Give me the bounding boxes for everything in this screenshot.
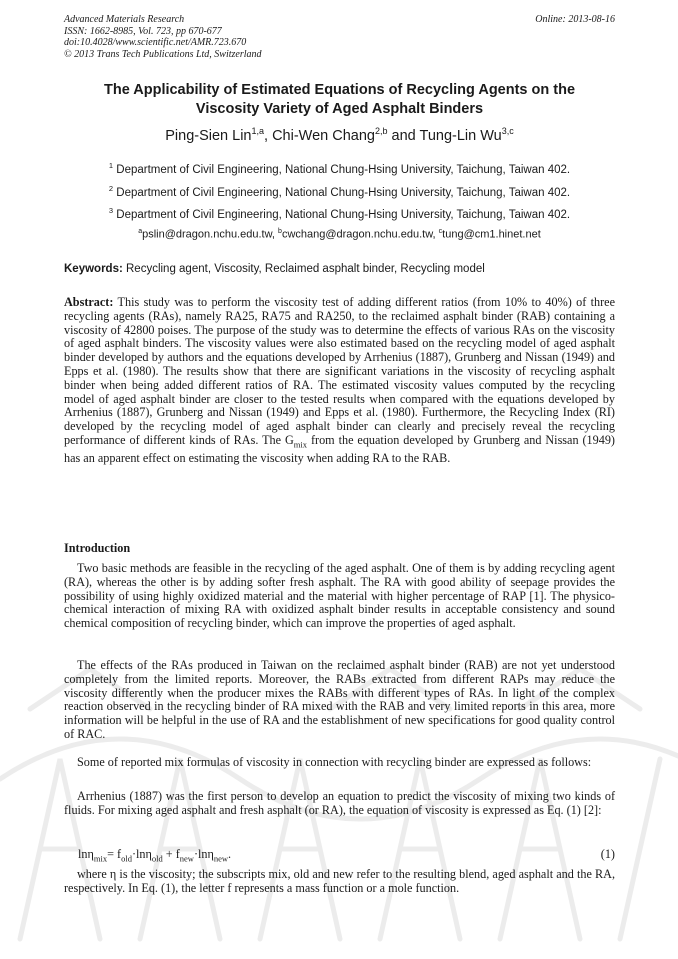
email-link[interactable]: tung@cm1.hinet.net [442, 228, 541, 241]
abstract-text: from the equation developed by Grunberg and Nissan (1949) has an apparent effect on estimating the viscosity when adding RA to the RAB. [64, 432, 615, 466]
copyright-line: © 2013 Trans Tech Publications Ltd, Switzerland [64, 48, 262, 60]
intro-paragraph-5: where η is the viscosity; the subscripts mix, old and new refer to the resulting blend, aged asphalt and the RA, respectively. In Eq. (1), the letter f represents a mass function or a mole function. [64, 867, 615, 895]
affiliation-number: 1 [108, 161, 114, 170]
equation-subscript: old [151, 853, 163, 864]
equation-term: lnη [78, 847, 94, 861]
author-separator: and [387, 127, 420, 144]
affiliation-2 [64, 184, 615, 199]
affiliation-1 [64, 161, 615, 176]
email-superscript: b [278, 228, 282, 235]
abstract-label: Abstract: [64, 295, 114, 309]
online-date: Online: 2013-08-16 [535, 14, 615, 25]
affiliation-number: 2 [108, 184, 114, 193]
title-line-2: Viscosity Variety of Aged Asphalt Binders [195, 101, 484, 117]
abstract-paragraph [64, 296, 615, 466]
equation-term: . [228, 847, 232, 861]
affiliation-number: 3 [108, 206, 114, 215]
affiliation-text: Department of Civil Engineering, National Chung-Hsing University, Taichung, Taiwan 402. [113, 163, 571, 176]
author-name: Chi-Wen Chang [272, 127, 375, 144]
equation-1 [78, 847, 615, 863]
author-name: Ping-Sien Lin [165, 127, 252, 144]
intro-paragraph-2: The effects of the RAs produced in Taiwan on the reclaimed asphalt binder (RAB) are not yet understood completely from the limited reports. Moreover, the RABs extracted from different RAPs may reduce the viscosity differently when the producer mixes the RABs with different types of RAs. In light of the complex reaction observed in the recycling binder of RA mixed with the RAB and very limited reports in this area, more information will be helpful in the use of RA and the establishment of new specifications for good quality control of RAC. [64, 658, 615, 741]
keywords-line [64, 263, 615, 275]
email-superscript: a [138, 228, 143, 235]
keywords-text: Recycling agent, Viscosity, Reclaimed asphalt binder, Recycling model [122, 263, 485, 275]
affiliation-3 [64, 206, 615, 221]
author-name: Tung-Lin Wu [419, 127, 502, 144]
email-superscript: c [438, 228, 443, 235]
equation-term: + f [162, 847, 180, 861]
intro-paragraph-3: Some of reported mix formulas of viscosity in connection with recycling binder are expressed as follows: [77, 755, 592, 769]
paper-title [64, 81, 615, 119]
doi-line: doi:10.4028/www.scientific.net/AMR.723.670 [64, 37, 247, 48]
affiliation-text: Department of Civil Engineering, National Chung-Hsing University, Taichung, Taiwan 402. [113, 208, 571, 221]
affiliation-text: Department of Civil Engineering, National Chung-Hsing University, Taichung, Taiwan 402. [113, 186, 571, 199]
author-list [64, 126, 615, 144]
intro-paragraph-4: Arrhenius (1887) was the first person to develop an equation to predict the viscosity of mixing two kinds of fluids. For mixing aged asphalt and fresh asphalt (or RA), the equation of viscosity is expressed as Eq. (1) [2]: [64, 789, 615, 817]
equation-term: ·lnη [131, 847, 152, 861]
intro-paragraph-1: Two basic methods are feasible in the recycling of the aged asphalt. One of them is by adding recycling agent (RA), whereas the other is by adding softer fresh asphalt. The RA with good ability of seepage provides the possibility of using highly oxidized material and the material with higher percentage of RAP [1]. The physico-chemical interaction of mixing RA with oxidized asphalt binder results in acceptable consistency and sound chemical composition of recycling binder, which can improve the properties of aged asphalt. [64, 561, 615, 631]
equation-term: = f [107, 847, 122, 861]
author-superscript: 3,c [501, 126, 514, 136]
author-superscript: 1,a [251, 126, 265, 136]
keywords-label: Keywords: [64, 263, 123, 275]
equation-subscript: mix [93, 853, 108, 864]
introduction-heading: Introduction [64, 541, 131, 555]
journal-name: Advanced Materials Research [64, 14, 185, 25]
author-separator: , [264, 127, 273, 144]
email-link[interactable]: pslin@dragon.nchu.edu.tw, [142, 228, 279, 241]
equation-term: ·lnη [193, 847, 214, 861]
title-line-1: The Applicability of Estimated Equations of Recycling Agents on the [103, 82, 576, 98]
issn-line: ISSN: 1662-8985, Vol. 723, pp 670-677 [64, 25, 222, 37]
email-link[interactable]: cwchang@dragon.nchu.edu.tw, [281, 228, 439, 241]
abstract-text: This study was to perform the viscosity test of adding different ratios (from 10% to 40%) of three recycling agents (RAs), namely RA25, RA75 and RA250, to the reclaimed asphalt binder (RAB) containing a viscosity of 42800 poises. The purpose of the study was to determine the effects of various RAs on the viscosity of aged asphalt binders. The viscosity values were also estimated based on the recycling model of aged asphalt binder developed by authors and the equations developed by Arrhenius (1887), Grunberg and Nissan (1949) and Epps et al. (1980). The results show that there are significant variations in the viscosity of recycling asphalt binder when being added different ratios of RA. The estimated viscosity values computed by the recycling model of aged asphalt binder are closer to the tested results when compared with the equations developed by Arrhenius (1887), Grunberg and Nissan (1949) and Epps et al. (1980). Furthermore, the Recycling Index (RI) developed by the recycling model of aged asphalt binder can clearly and precisely reveal the recycling performance of different kinds of RAs. The G [64, 295, 615, 447]
equation-subscript: old [121, 853, 132, 864]
equation-subscript: new [213, 853, 229, 864]
equation-subscript: new [179, 853, 194, 864]
journal-header [64, 14, 262, 60]
author-superscript: 2,b [374, 126, 388, 136]
equation-number: (1) [600, 847, 615, 861]
author-emails [64, 228, 615, 241]
abstract-subscript: mix [293, 439, 308, 450]
